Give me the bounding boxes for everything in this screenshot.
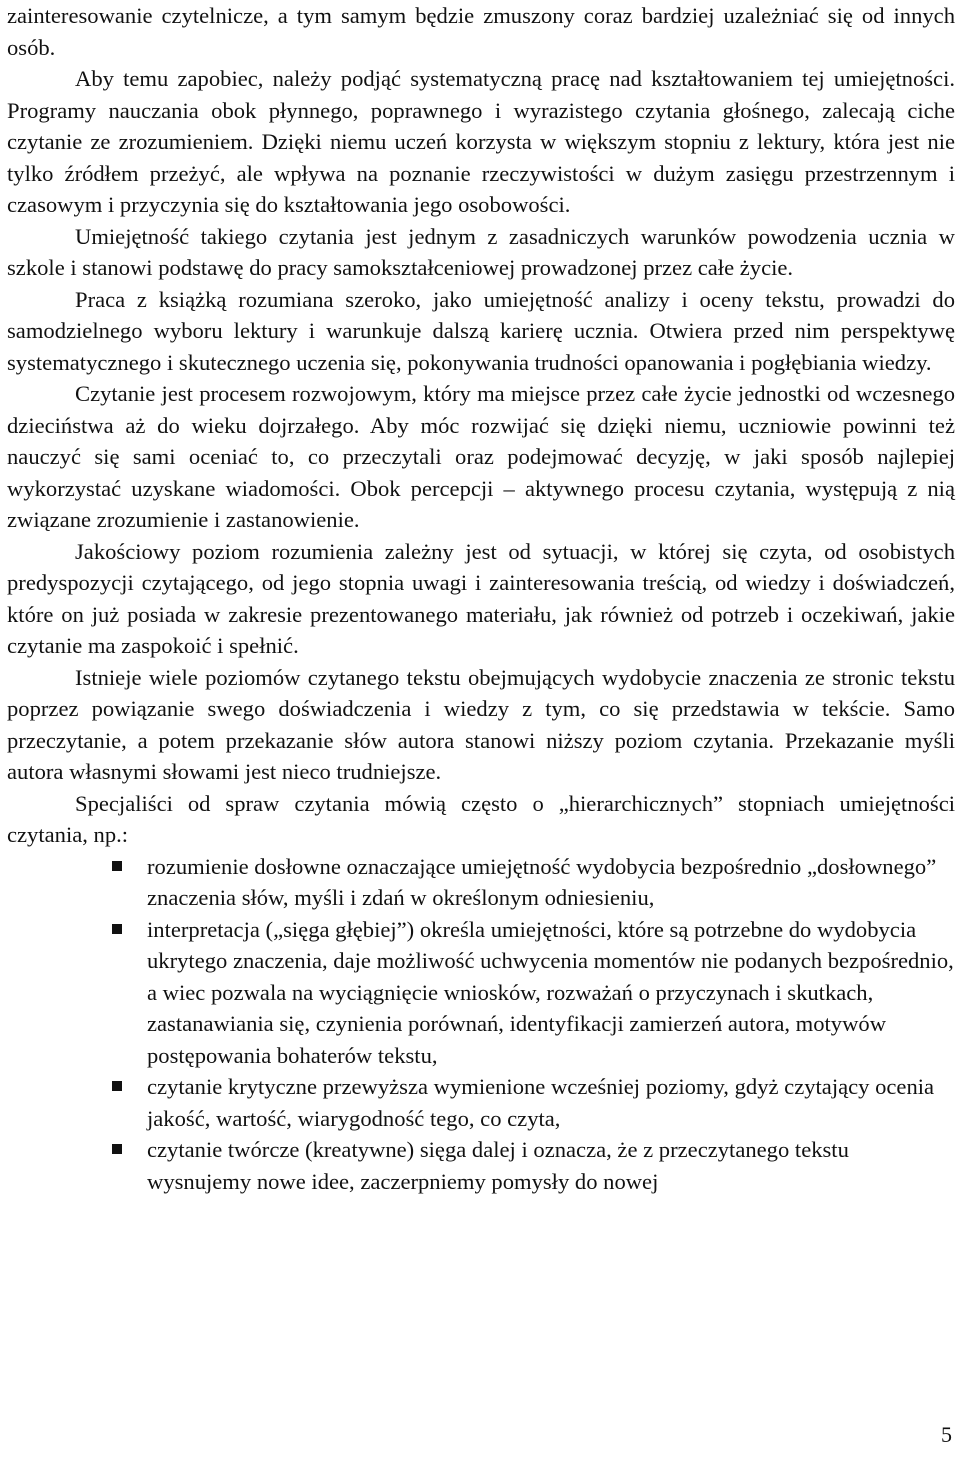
paragraph: Praca z książką rozumiana szeroko, jako umiejętność analizy i oceny tekstu, prowadzi do samodzielnego wyboru lektury i warunkuje dalszą karierę ucznia. Otwiera przed nim perspektywę systematycznego i skutecznego uczenia się, pokonywania trudności opanowania i pogłębiania wiedzy. (7, 286, 955, 375)
list-item-text: czytanie twórcze (kreatywne) sięga dalej i oznacza, że z przeczytanego tekstu wysnujemy nowe idee, zaczerpniemy pomysły do nowej (147, 1137, 849, 1194)
list-item-text: interpretacja („sięga głębiej”) określa umiejętności, które są potrzebne do wydobycia ukrytego znaczenia, daje możliwość uchwycenia momentów nie podanych bezpośrednio, a wiec pozwala na wyciągnięcie wniosków, rozważań o przyczynach i skutkach, zastanawiania się, czynienia porównań, identyfikacji zamierzeń autora, motywów postępowania bohaterów tekstu, (147, 916, 954, 1068)
list-item (147, 851, 955, 914)
paragraph: Czytanie jest procesem rozwojowym, który ma miejsce przez całe życie jednostki od wczesnego dzieciństwa aż do wieku dojrzałego. Aby móc rozwijać się dzięki niemu, uczniowie powinni też nauczyć się sami oceniać to, co przeczytali oraz podejmować decyzję, w jaki sposób najlepiej wykorzystać uzyskane wiadomości. Obok percepcji – aktywnego procesu czytania, występują z nią związane zrozumienie i zastanowienie. (7, 381, 955, 532)
paragraph: Umiejętność takiego czytania jest jednym z zasadniczych warunków powodzenia ucznia w szkole i stanowi podstawę do pracy samokształceniowej prowadzonej przez całe życie. (7, 223, 955, 280)
square-bullet-icon (112, 1144, 122, 1154)
paragraph: zainteresowanie czytelnicze, a tym samym będzie zmuszony coraz bardziej uzależniać się od innych osób. (7, 3, 955, 60)
paragraph: Istnieje wiele poziomów czytanego tekstu obejmujących wydobycie znaczenia ze stronic tekstu poprzez powiązanie swego doświadczenia i wiedzy z tym, co się przedstawia w tekście. Samo przeczytanie, a potem przekazanie słów autora stanowi niższy poziom czytania. Przekazanie myśli autora własnymi słowami jest nieco trudniejsze. (7, 664, 955, 784)
document-page (7, 0, 955, 1197)
square-bullet-icon (112, 924, 122, 934)
list-item-text: czytanie krytyczne przewyższa wymienione wcześniej poziomy, gdyż czytający ocenia jakość, wartość, wiarygodność tego, co czyta, (147, 1074, 935, 1131)
square-bullet-icon (112, 1081, 122, 1091)
page-number: 5 (941, 1422, 952, 1447)
list-item (147, 1071, 955, 1134)
paragraph: Specjaliści od spraw czytania mówią często o „hierarchicznych” stopniach umiejętności czytania, np.: (7, 790, 955, 847)
paragraph: Aby temu zapobiec, należy podjąć systematyczną pracę nad kształtowaniem tej umiejętności. Programy nauczania obok płynnego, poprawnego i wyrazistego czytania głośnego, zalecają ciche czytanie ze zrozumieniem. Dzięki niemu uczeń korzysta w większym stopniu z lektury, która jest nie tylko źródłem przeżyć, ale wpływa na poznanie rzeczywistości w dużym zasięgu przestrzennym i czasowym i przyczynia się do kształtowania jego osobowości. (7, 66, 955, 217)
list-item-text: rozumienie dosłowne oznaczające umiejętność wydobycia bezpośrednio „dosłownego” znaczenia słów, myśli i zdań w określonym odniesieniu, (147, 853, 937, 910)
bullet-list (7, 851, 955, 1198)
list-item (147, 1134, 955, 1197)
list-item (147, 914, 955, 1072)
paragraph: Jakościowy poziom rozumienia zależny jest od sytuacji, w której się czyta, od osobistych predyspozycji czytającego, od jego stopnia uwagi i zainteresowania treścią, od wiedzy i doświadczeń, które on już posiada w zakresie prezentowanego materiału, jak również od potrzeb i oczekiwań, jakie czytanie ma zaspokoić i spełnić. (7, 538, 955, 658)
square-bullet-icon (112, 861, 122, 871)
